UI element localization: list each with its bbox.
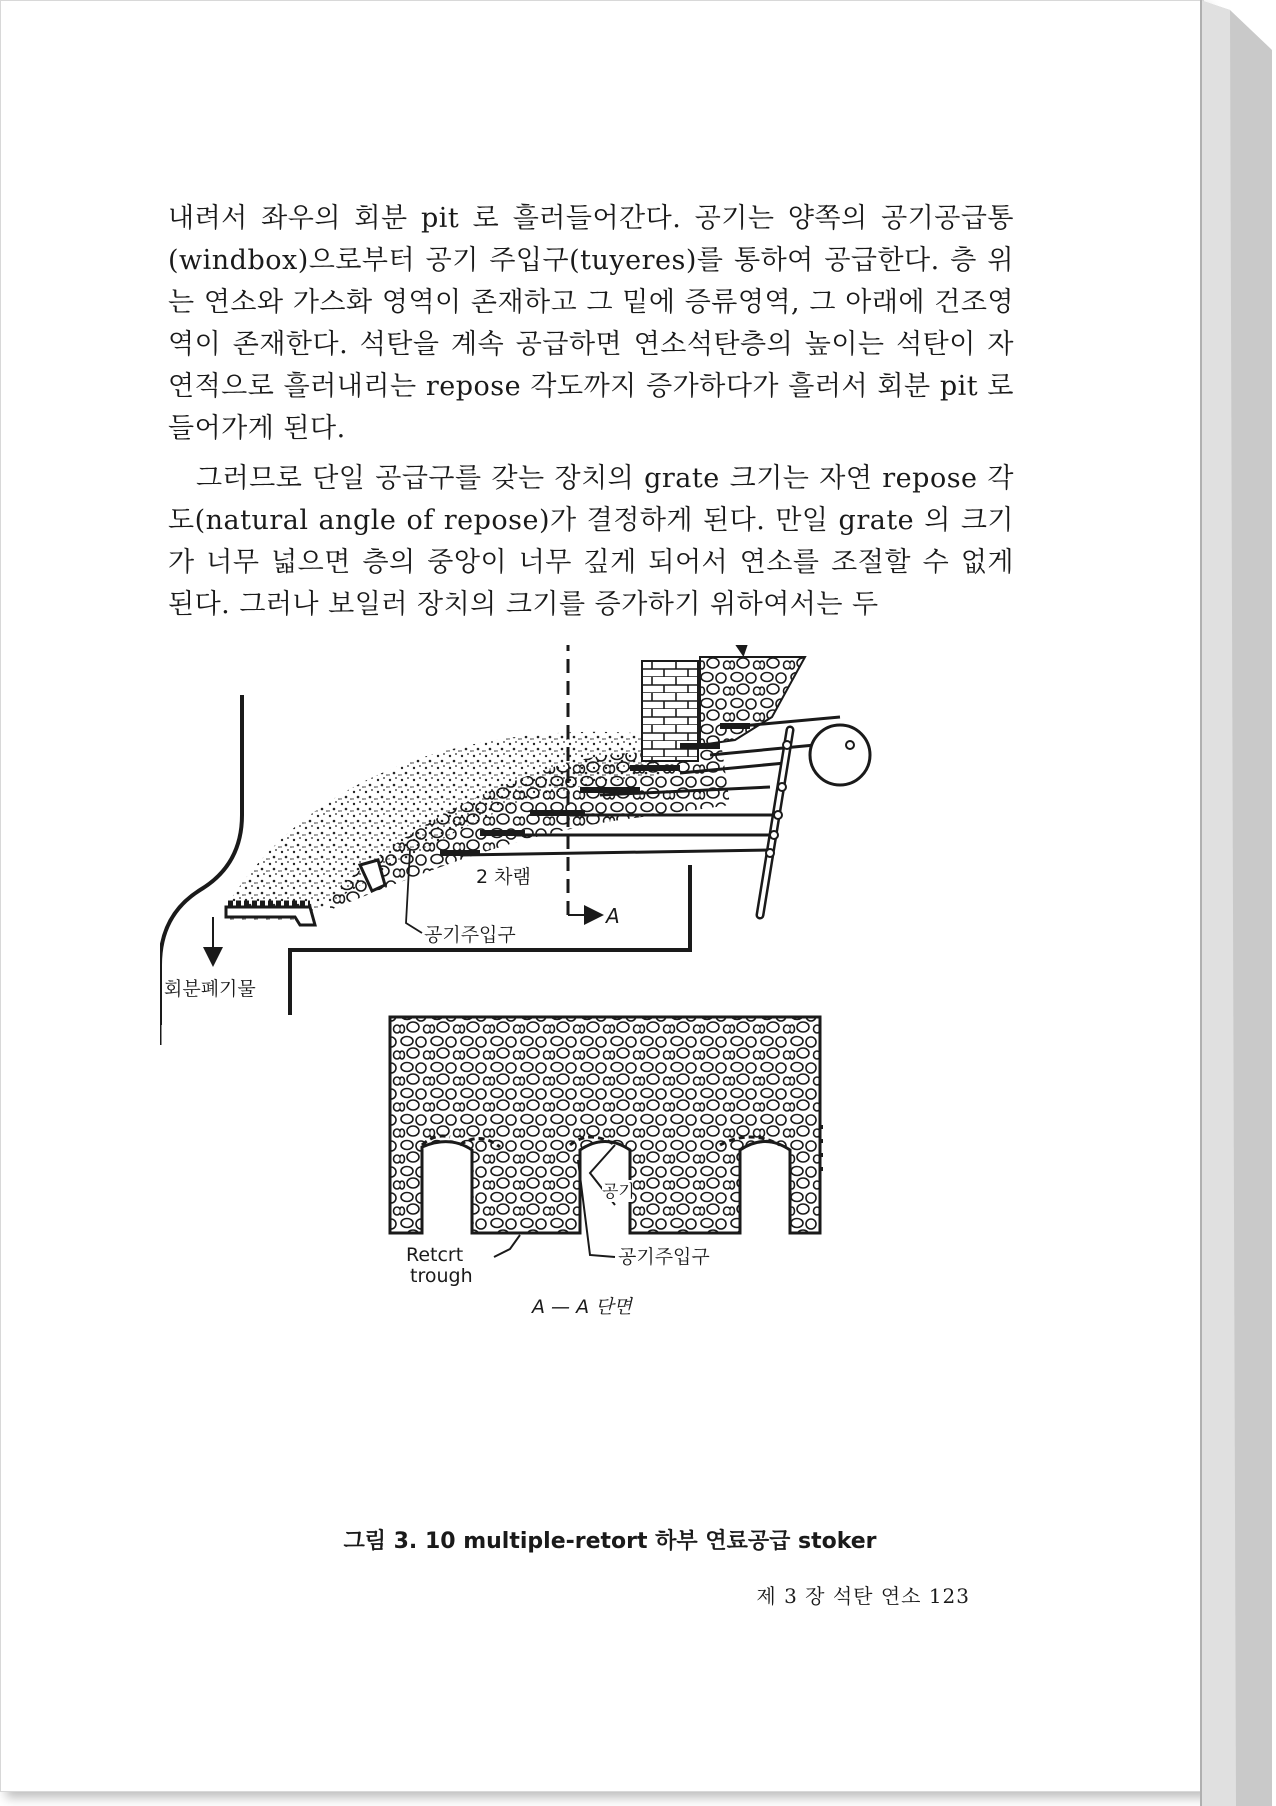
furnace-wall bbox=[160, 695, 242, 1025]
paragraph-2: 그러므로 단일 공급구를 갖는 장치의 grate 크기는 자연 repose 각도(natural angle of repose)가 결정하게 된다. 만일 grate 의 크기가 너무 넓으면 층의 중앙이 너무 깊게 되어서 연소를 조절할 수 없게 된다. 그러나 보일러 장치의 크기를 증가하기 위하여서는 두 bbox=[168, 463, 1014, 620]
section-title: A — A 단면 bbox=[532, 1296, 632, 1318]
ram-label: 2 차램 bbox=[476, 866, 531, 888]
paragraph-1: 내려서 좌우의 회분 pit 로 흘러들어간다. 공기는 양쪽의 공기공급통 (windbox)으로부터 공기 주입구(tuyeres)를 통하여 공급한다. 층 위는 연소와 가스화 영역이 존재하고 그 밑에 증류영역, 그 아래에 건조영역이 존재한다. 석탄을 계속 공급하면 연소석탄층의 높이는 석탄이 자연적으로 흘러내리는 repose 각도까지 증가하다가 흘러서 회분 pit 로 들어가게 된다. bbox=[168, 203, 1014, 444]
air-label: 공기 bbox=[602, 1182, 635, 1202]
ash-label: 회분폐기물 bbox=[164, 978, 256, 1000]
body-text bbox=[168, 198, 1014, 626]
retort-label-2: trough bbox=[410, 1265, 473, 1287]
drive-wheel bbox=[810, 725, 870, 785]
figure-caption: 그림 3. 10 multiple-retort 하부 연료공급 stoker bbox=[343, 1529, 877, 1554]
page-edge bbox=[1200, 0, 1276, 1806]
page-footer: 제 3 장 석탄 연소 123 bbox=[756, 1584, 970, 1608]
section-label-bottom: A bbox=[606, 904, 620, 928]
retort-label-1: Retcrt bbox=[406, 1244, 464, 1266]
stoker-figure bbox=[160, 645, 1020, 1525]
tuyeres-label-lower: 공기주입구 bbox=[618, 1246, 710, 1268]
tuyeres-label-upper: 공기주입구 bbox=[424, 924, 516, 946]
